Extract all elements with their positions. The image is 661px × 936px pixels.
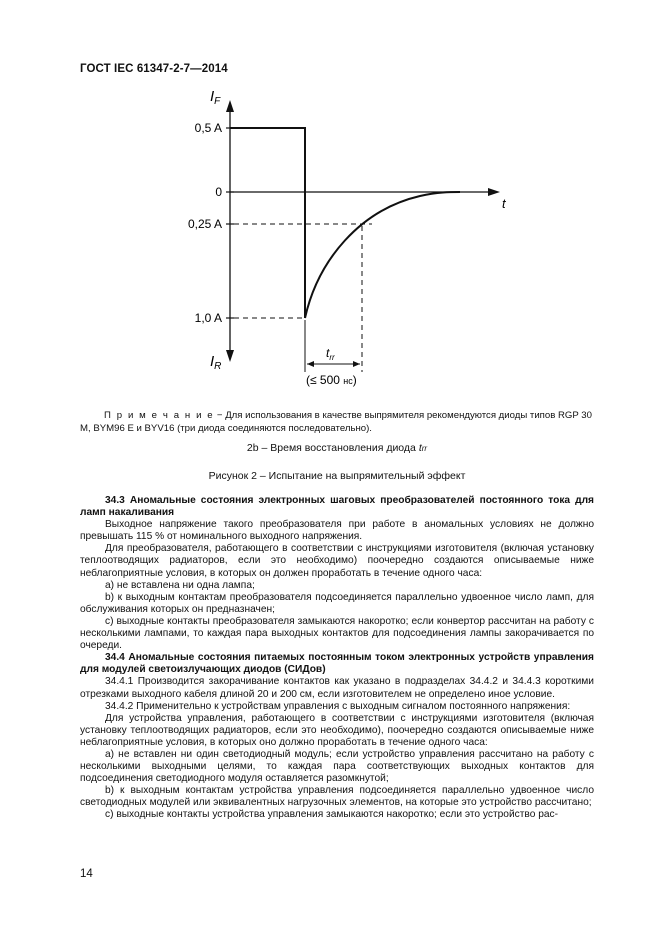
diode-recovery-figure <box>0 0 661 400</box>
trr-limit-label: (≤ 500 нс) <box>306 373 357 387</box>
trr-label: $t_{rr}$ <box>326 346 335 362</box>
body-text <box>80 495 594 822</box>
list-item: c) выходные контакты устройства управления замыкаются накоротко; если это устройство рас- <box>105 809 559 821</box>
paragraph: Выходное напряжение такого преобразователя при работе в аномальных условиях не должно превышать 115 % от номинального выходного напряжения. <box>80 519 594 543</box>
sub-caption-var-sub: rr <box>421 444 428 453</box>
sub-caption <box>80 442 594 454</box>
note-lead: П р и м е ч а н и е <box>104 410 215 421</box>
paragraph: Для устройства управления, работающего в соответствии с инструкциями изготовителя (включая установку теплоотводящих радиаторов, если это необходимо), поочередно создаются описываемые ниже неблагоприятные условия, в которых оно должно проработать в течение одного часа: <box>80 712 594 748</box>
paragraph: Для преобразователя, работающего в соответствии с инструкциями изготовителя (включая установку теплоотводящих радиаторов, если это необходимо) поочередно создаются описываемые ниже неблагоприятные условия, в которых он должен проработать в течение одного часа: <box>80 543 594 579</box>
time-axis-arrow <box>488 188 500 196</box>
paragraph: 34.4.2 Применительно к устройствам управления с выходным сигналом постоянного напряжения: <box>105 700 571 712</box>
axis-label-t: t <box>502 196 506 211</box>
vertical-axis-arrow-top <box>226 100 234 112</box>
axis-label-if: $I_F$ <box>210 88 221 107</box>
forward-current-trace <box>230 128 305 318</box>
list-item: a) не вставлена ни одна лампа; <box>105 579 255 591</box>
paragraph: 34.4.1 Производится закорачивание контактов как указано в подразделах 34.4.2 и 34.4.3 короткими отрезками выходного кабеля длиной 20 и 200 см, если изготовителем не определено иное условие. <box>80 676 594 700</box>
list-item: c) выходные контакты преобразователя замыкаются накоротко; если конвертор рассчитан на работу с несколькими лампами, то каждая пара выходных контактов для подсоединения лампы закорачивается по очереди. <box>80 615 594 652</box>
note-dash: − <box>214 410 226 421</box>
sub-caption-text: 2b – Время восстановления диода <box>246 442 419 454</box>
level-label-025: 0,25 A <box>187 217 222 231</box>
section-34-4-heading: 34.4 Аномальные состояния питаемых постоянным током электронных устройств управления для модулей светоизлучающих диодов (СИДов) <box>80 652 594 676</box>
level-label-10: 1,0 A <box>194 311 222 325</box>
level-label-0: 0 <box>215 185 222 199</box>
figure-caption: Рисунок 2 – Испытание на выпрямительный эффект <box>208 470 466 482</box>
list-item: b) к выходным контактам устройства управления подсоединяется параллельно удвоенное число светодиодных модулей или эквивалентных нагрузочных элементов, на которые это устройство рассчитано; <box>80 785 594 809</box>
page-number: 14 <box>80 868 93 880</box>
axis-label-ir: $I_R$ <box>210 353 222 372</box>
document-header: ГОСТ IEC 61347-2-7—2014 <box>80 63 228 75</box>
section-34-3-heading: 34.3 Аномальные состояния электронных шаговых преобразователей постоянного тока для ламп накаливания <box>80 495 594 519</box>
vertical-axis-arrow-bottom <box>226 350 234 362</box>
level-label-05: 0,5 A <box>194 121 222 135</box>
sub-caption-var: t <box>418 442 422 454</box>
list-item: a) не вставлен ни один светодиодный модуль; если устройство управления рассчитано на работу с несколькими выходными целями, то каждая пара соответствующих выходных контактов для подсоединения светодиодного модуля оставляется разомкнутой; <box>80 748 594 785</box>
figure-note <box>80 409 594 435</box>
note-text: Для использования в качестве выпрямителя рекомендуются диоды типов RGP 30 M, BYM96 E и BYV16 (три диода соединяются последовательно). <box>80 410 592 434</box>
list-item: b) к выходным контактам преобразователя подсоединяется параллельно удвоенное число ламп, для обслуживания которых он предназначен; <box>80 591 594 615</box>
recovery-curve <box>305 192 460 318</box>
